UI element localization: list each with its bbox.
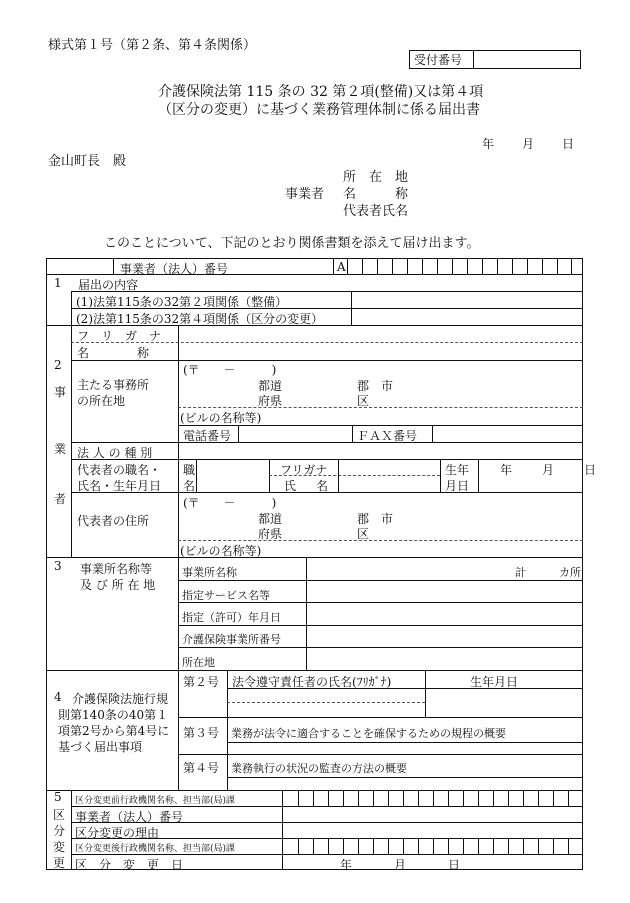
section3-label-1: 事業所名称等 xyxy=(80,562,153,576)
article4-text: 業務執行の状況の監査の方法の概要 xyxy=(231,762,407,775)
section2-side-char-1: 事 xyxy=(54,385,67,399)
rep-ku: 区 xyxy=(357,527,370,541)
section2-side-char-3: 者 xyxy=(54,492,67,506)
section5-side-char-3: 変 xyxy=(53,840,66,854)
addressee: 金山町長 殿 xyxy=(48,154,127,169)
section5-side-char-1: 区 xyxy=(53,808,66,822)
fax-input[interactable] xyxy=(434,426,580,441)
article4-label: 第４号 xyxy=(183,761,220,775)
rep-postal[interactable]: (〒 － ) xyxy=(183,496,277,510)
phone-input[interactable] xyxy=(240,426,350,441)
article3-label: 第３号 xyxy=(183,726,220,740)
rep-building[interactable]: (ビルの名称等) xyxy=(180,544,262,558)
section3-row-1: 事業所名称 xyxy=(182,566,237,579)
rep-shoku-label: 職 xyxy=(183,463,196,477)
corp-type-label: 法 人 の 種 別 xyxy=(77,446,153,460)
rep-fuken: 府県 xyxy=(258,527,283,541)
section3-address-input[interactable] xyxy=(308,648,581,669)
section5-side-char-2: 分 xyxy=(53,824,66,838)
corp-type-input[interactable] xyxy=(180,443,580,458)
business-label: 事業者 xyxy=(285,187,325,202)
section5-number: 5 xyxy=(54,790,62,804)
article2-text: 法令遵守責任者の氏名(ﾌﾘｶﾞﾅ) xyxy=(232,675,392,689)
section4-label-3: 項第2号から第4号に xyxy=(58,724,170,738)
section3-total[interactable]: 計 カ所 xyxy=(515,566,581,579)
section4-label-1: 介護保険法施行規 xyxy=(72,692,169,706)
form-title-line2: （区分の変更）に基づく業務管理体制に係る届出書 xyxy=(158,102,480,118)
furigana-input[interactable] xyxy=(180,326,580,341)
rep-furigana-label: フリガナ xyxy=(280,463,328,477)
section2-number: 2 xyxy=(54,358,62,372)
rep-birth-date[interactable]: 年 月 日 xyxy=(500,463,606,477)
rep-name-input[interactable] xyxy=(340,460,438,491)
section3-number-input[interactable] xyxy=(308,626,581,646)
section2-side-char-2: 業 xyxy=(54,442,67,456)
section4-number: 4 xyxy=(54,690,62,704)
office-gun-shi: 郡 市 xyxy=(357,379,394,393)
office-address-label-2: の所在地 xyxy=(77,394,126,408)
section5-corp-number-input[interactable] xyxy=(284,807,581,821)
office-fuken: 府県 xyxy=(258,394,283,408)
section5-row-1: 区分変更前行政機関名称、担当部(局)課 xyxy=(75,796,236,806)
rep-name-label: 代表者氏名 xyxy=(343,204,409,219)
receipt-number-label: 受付番号 xyxy=(414,53,463,67)
phone-label: 電話番号 xyxy=(183,429,232,443)
section5-side-char-4: 更 xyxy=(53,856,66,870)
article3-input[interactable] xyxy=(229,743,581,753)
name-input[interactable] xyxy=(180,343,580,358)
rep-title-label-1: 代表者の職名・ xyxy=(77,463,162,477)
rep-birth-label-2: 月日 xyxy=(445,479,470,493)
section5-before-agency-input[interactable] xyxy=(284,791,581,805)
rep-gun-shi: 郡 市 xyxy=(357,512,394,526)
section5-row-3: 区分変更の理由 xyxy=(75,826,160,840)
form-title-line1: 介護保険法第 115 条の 32 第２項(整備)又は第４項 xyxy=(158,84,484,100)
article3-text: 業務が法令に適合することを確保するための規程の概要 xyxy=(231,727,506,740)
office-todo: 都道 xyxy=(258,379,283,393)
article2-birth-input[interactable] xyxy=(427,689,581,716)
section1-item1[interactable]: (1)法第115条の32第２項関係（整備） xyxy=(76,295,288,309)
corp-number-input[interactable] xyxy=(348,259,582,273)
section5-row-2: 事業者（法人）番号 xyxy=(75,810,184,824)
furigana-label: フ リ ガ ナ xyxy=(77,329,162,343)
rep-title-label-2: 氏名・生年月日 xyxy=(77,479,162,493)
article2-birth: 生年月日 xyxy=(470,675,519,689)
rep-todo: 都道 xyxy=(258,512,283,526)
section3-service-input[interactable] xyxy=(308,581,581,601)
article2-name-input[interactable] xyxy=(229,689,423,716)
section3-date-input[interactable] xyxy=(308,603,581,624)
section1-item2[interactable]: (2)法第115条の32第４項関係（区分の変更） xyxy=(76,312,324,326)
corp-number-prefix: A xyxy=(337,260,346,274)
statement: このことについて、下記のとおり関係書類を添えて届け出ます。 xyxy=(104,236,480,251)
section3-row-2: 指定サービス名等 xyxy=(182,589,270,602)
section5-after-agency-input[interactable] xyxy=(284,839,581,853)
section3-row-5: 所在地 xyxy=(182,656,215,669)
section1-title: 届出の内容 xyxy=(78,278,139,292)
section3-name-input[interactable] xyxy=(308,558,508,579)
rep-name-label-inner: 氏 名 xyxy=(284,479,333,493)
section3-number: 3 xyxy=(54,559,62,573)
section5-change-date[interactable]: 年 月 日 xyxy=(340,858,467,872)
section4-label-4: 基づく届出事項 xyxy=(58,740,143,754)
section3-row-3: 指定（許可）年月日 xyxy=(182,611,281,624)
rep-title-input[interactable] xyxy=(198,460,266,491)
section5-row-5: 区 分 変 更 日 xyxy=(75,858,184,872)
article4-input[interactable] xyxy=(229,778,581,789)
section1-number: 1 xyxy=(54,276,62,290)
rep-address-label: 代表者の住所 xyxy=(77,514,150,528)
corp-number-label: 事業者（法人）番号 xyxy=(120,262,229,276)
receipt-number-field[interactable] xyxy=(474,51,578,66)
business-address-label: 所 在 地 xyxy=(343,170,409,185)
fax-label: ＦＡＸ番号 xyxy=(357,429,418,443)
rep-mei-label: 名 xyxy=(183,479,196,493)
article2-label: 第２号 xyxy=(183,675,220,689)
office-postal[interactable]: (〒 － ) xyxy=(183,363,277,377)
rep-birth-label-1: 生年 xyxy=(445,463,470,477)
section5-reason-input[interactable] xyxy=(284,823,581,837)
section3-row-4: 介護保険事業所番号 xyxy=(182,633,281,646)
name-label: 名 称 xyxy=(77,346,150,360)
office-address-label-1: 主たる事務所 xyxy=(77,378,150,392)
business-name-label: 名 称 xyxy=(343,187,409,202)
section4-label-2: 則第140条の40第１ xyxy=(58,708,169,722)
section3-label-2: 及 び 所 在 地 xyxy=(80,578,156,592)
office-building[interactable]: (ビルの名称等) xyxy=(180,411,262,425)
office-ku: 区 xyxy=(357,394,370,408)
submission-date[interactable]: 年 月 日 xyxy=(482,137,583,151)
section5-row-4: 区分変更後行政機関名称、担当部(局)課 xyxy=(75,844,236,854)
form-number: 様式第１号（第２条、第４条関係） xyxy=(48,38,257,53)
